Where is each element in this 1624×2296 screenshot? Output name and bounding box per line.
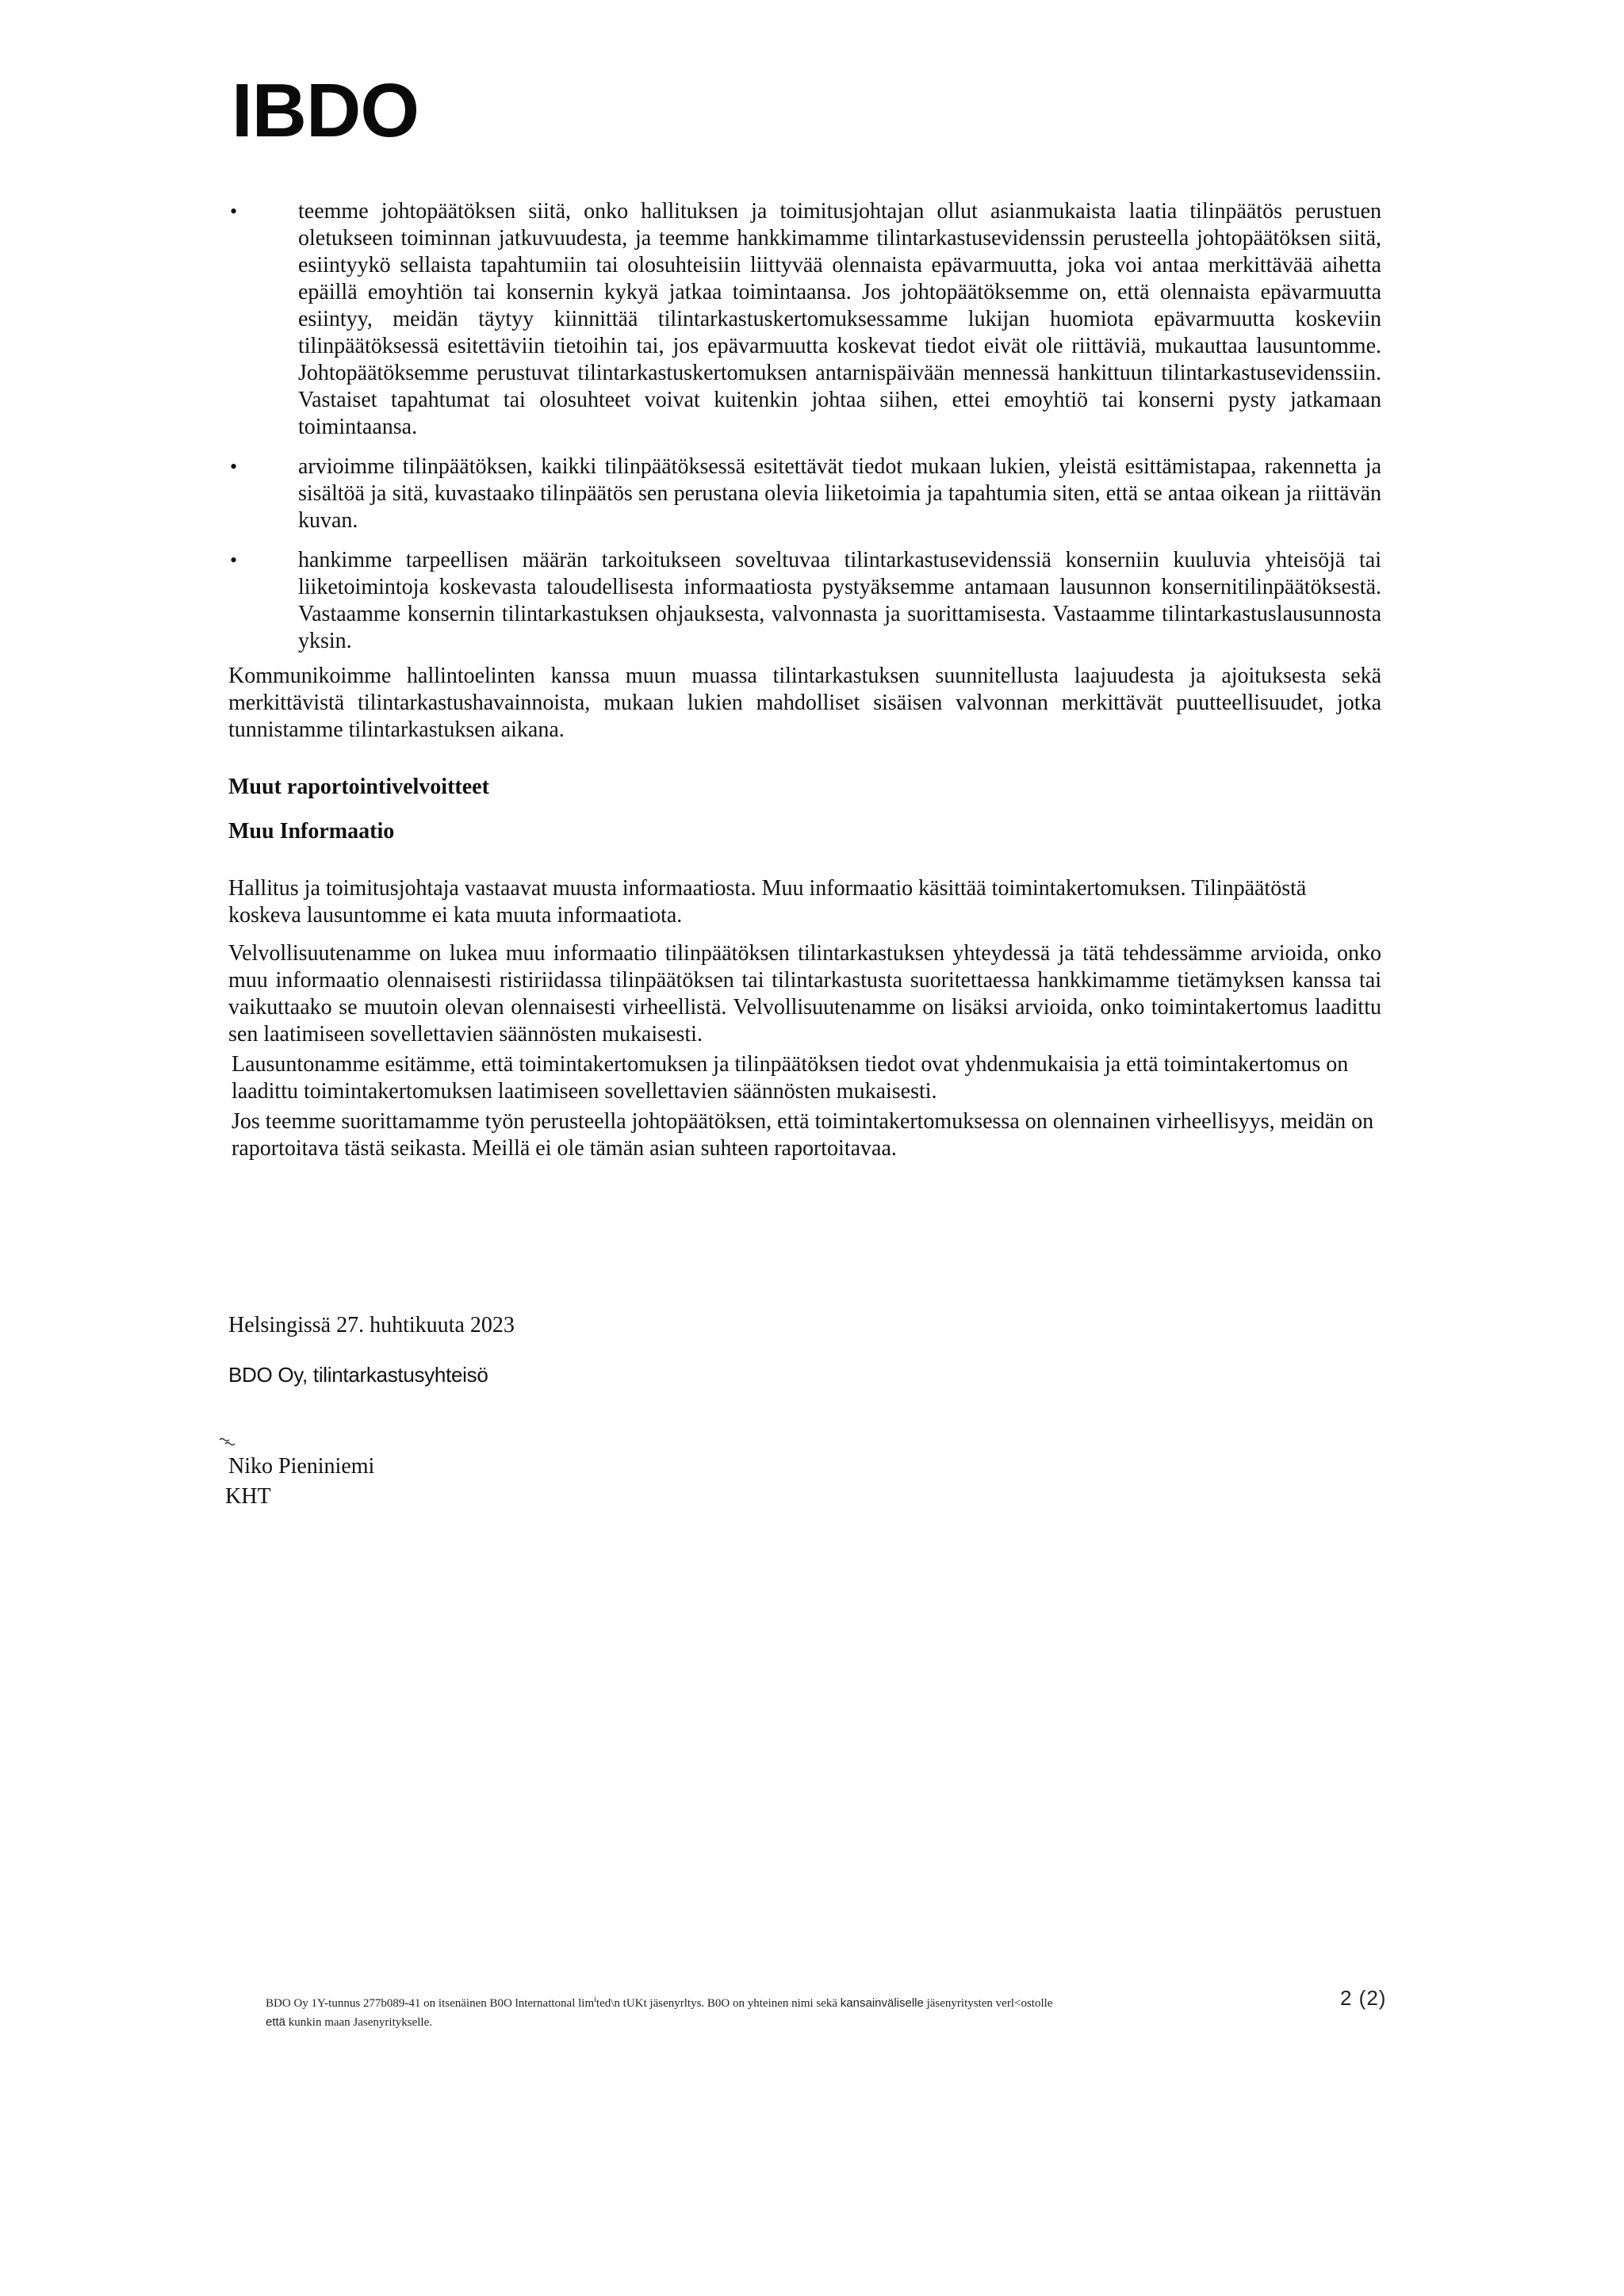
list-item [228, 453, 1381, 534]
bullet-icon: • [230, 200, 238, 223]
communication-paragraph: Kommunikoimme hallintoelinten kanssa muun muassa tilintarkastuksen suunnitellusta laajuudesta ja ajoituksesta sekä merkittävistä tilintarkastushavainnoista, mukaan lukien mahdolliset sisäisen valvonnan merkittävät puutteellisuudet, jotka tunnistamme tilintarkastuksen aikana. [228, 664, 1381, 742]
footer-line-1 [266, 1991, 1289, 2013]
footer-text: BDO Oy 1Y-tunnus 277b089-41 on itsenäinen B0O lnternattonal lim [266, 1997, 595, 2010]
page-number: 2 (2) [1340, 1986, 1387, 2010]
other-info-paragraph-3: Lausuntonamme esitämme, että toimintakertomuksen ja tilinpäätöksen tiedot ovat yhdenmukaisia ja että toimintakertomus on laadittu toimintakertomuksen laatimiseen sovellettavien säännösten mukaisesti. [232, 1052, 1349, 1104]
other-info-paragraph-2: Velvollisuutenamme on lukea muu informaatio tilinpäätöksen tilintarkastuksen yhteydessä ja tätä tehdessämme arvioida, onko muu informaatio olennaisesti ristiriidassa tilinpäätöksen tai tilintarkastusta suoritettaessa hankkimamme tietämyksen kanssa tai vaikuttaako se muutoin olevan olennaisesti virheellistä. Velvollisuutenamme on lisäksi arvioida, onko toimintakertomus laadittu sen laatimiseen sovellettavien säännösten mukaisesti. [228, 941, 1381, 1047]
document-body [228, 198, 1381, 1173]
footer-note [266, 1991, 1289, 2032]
section-heading: Muut raportointivelvoitteet [228, 775, 489, 799]
bullet-text: teemme johtopäätöksen siitä, onko hallituksen ja toimitusjohtajan ollut asianmukaista laatia tilinpäätös perustuen oletukseen toiminnan jatkuvuudesta, ja teemme hankkimamme tilintarkastusevidenssin perusteella johtopäätöksen siitä, esiintyykö sellaista tapahtumiin tai olosuhteisiin liittyvää olennaista epävarmuutta, joka voi antaa merkittävää aihetta epäillä emoyhtiön tai konsernin kykyä jatkaa toimintaansa. Jos johtopäätöksemme on, että olennaista epävarmuutta esiintyy, meidän täytyy kiinnittää tilintarkastuskertomuksessamme lukijan huomiota epävarmuutta koskeviin tilinpäätöksessä esitettäviin tietoihin tai, jos epävarmuutta koskevat tiedot eivät ole riittäviä, mukauttaa lausuntomme. Johtopäätöksemme perustuvat tilintarkastuskertomuksen antarnispäivään mennessä hankittuun tilintarkastusevidenssiin. Vastaiset tapahtumat tai olosuhteet voivat kuitenkin johtaa siihen, ettei emoyhtiö tai konserni pysty jatkamaan toimintaansa. [298, 199, 1381, 439]
place-date: Helsingissä 27. huhtikuuta 2023 [228, 1313, 515, 1337]
other-info-paragraph-4: Jos teemme suorittamamme työn perusteella johtopäätöksen, että toimintakertomuksessa on olennainen virheellisyys, meidän on raportoitava tästä seikasta. Meillä ei ole tämän asian suhteen raportoitavaa. [232, 1109, 1374, 1161]
footer-text: ted\n tUKt jäsenyrltys. B0O on yhteinen nimi sekä [596, 1997, 841, 2010]
subsection-heading: Muu Informaatio [228, 819, 395, 844]
bullet-icon: • [230, 549, 238, 572]
signatory-name: Niko Pieniniemi [228, 1454, 375, 1479]
footer-superscript: i [594, 1996, 596, 2004]
signature-mark-icon [219, 1436, 236, 1447]
bullet-list [228, 198, 1381, 655]
signature-block [225, 1312, 515, 1509]
footer-text: kunkin maan Jasenyritykselle. [285, 2016, 432, 2029]
audit-firm-name: BDO Oy, tilintarkastusyhteisö [228, 1363, 488, 1387]
footer-line-2 [266, 2013, 1289, 2032]
list-item [228, 198, 1381, 441]
footer-text: jäsenyritysten verl<ostolle [923, 1997, 1053, 2010]
list-item [228, 547, 1381, 655]
bullet-text: arvioimme tilinpäätöksen, kaikki tilinpäätöksessä esitettävät tiedot mukaan lukien, yleistä esittämistapaa, rakennetta ja sisältöä ja sitä, kuvastaako tilinpäätös sen perustana olevia liiketoimia ja tapahtumia siten, että se antaa oikean ja riittävän kuvan. [298, 454, 1381, 533]
footer-text: kansainväliselle [840, 1996, 924, 2010]
other-info-paragraph-1: Hallitus ja toimitusjohtaja vastaavat muusta informaatiosta. Muu informaatio käsittää toimintakertomuksen. Tilinpäätöstä koskeva lausuntomme ei kata muuta informaatiota. [228, 876, 1307, 928]
bullet-icon: • [230, 455, 238, 478]
signatory-title: KHT [225, 1484, 271, 1509]
bullet-text: hankimme tarpeellisen määrän tarkoitukseen soveltuvaa tilintarkastusevidenssiä konserniin kuuluvia yhteisöjä tai liiketoimintoja koskevasta taloudellisesta informaatiosta pystyäksemme antamaan lausunnon konsernitilinpäätöksestä. Vastaamme konsernin tilintarkastuksen ohjauksesta, valvonnasta ja suorittamisesta. Vastaamme tilintarkastuslausunnosta yksin. [298, 548, 1381, 653]
footer-text: että [266, 2015, 286, 2029]
bdo-logo: IBDO [232, 68, 419, 153]
